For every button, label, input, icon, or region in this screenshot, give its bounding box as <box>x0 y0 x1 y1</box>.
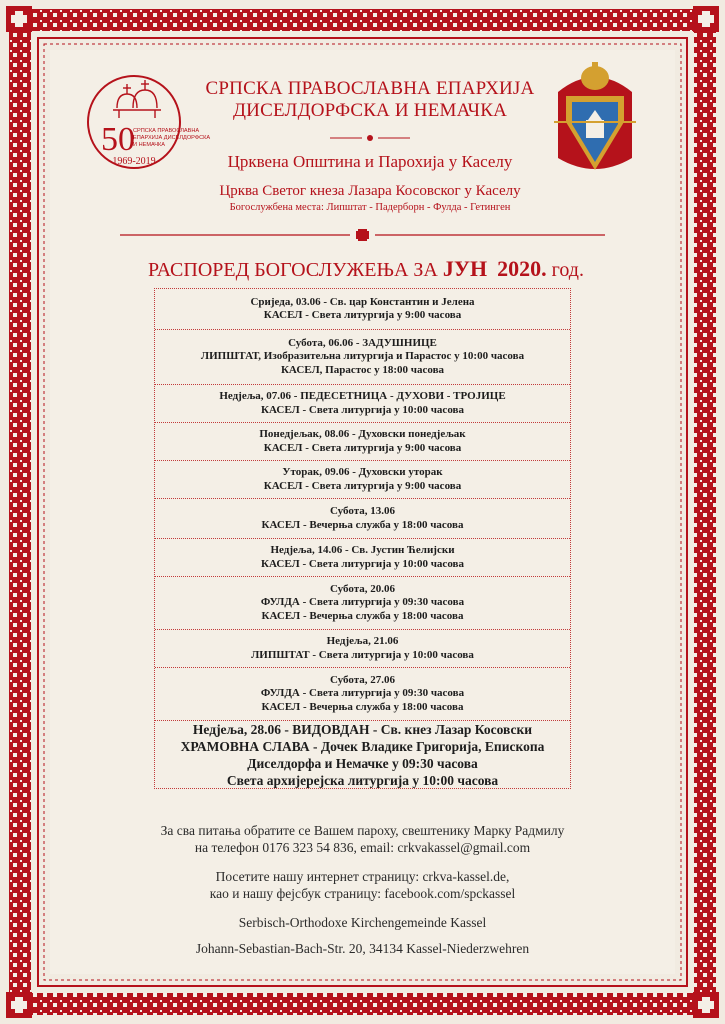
jubilee-logo <box>83 70 211 178</box>
schedule-line: Понедјељак, 08.06 - Духовски понедјељак <box>259 428 466 440</box>
schedule-row <box>155 499 570 539</box>
logo-number: 50 <box>101 121 135 158</box>
schedule-row <box>155 330 570 385</box>
title-suffix: год. <box>551 259 584 281</box>
web-line1: Посетите нашу интернет страницу: crkva-kassel.de, <box>215 869 510 884</box>
bishop-coat-of-arms <box>548 62 642 180</box>
web-line2: као и нашу фејсбук страницу: facebook.com/spckassel <box>209 886 516 901</box>
schedule-row <box>155 423 570 461</box>
schedule-line: КАСЕЛ - Света литургија у 9:00 часова <box>263 441 462 454</box>
title-month: ЈУН <box>442 256 488 281</box>
schedule-row <box>155 539 570 577</box>
schedule-line: Недјеља, 21.06 <box>326 635 399 647</box>
address: Johann-Sebastian-Bach-Str. 20, 34134 Kassel-Niederzwehren <box>195 941 530 956</box>
ornament-divider-top <box>330 132 410 144</box>
schedule-line: Недјеља, 07.06 - ПЕДЕСЕТНИЦА - ДУХОВИ - ТРОЈИЦЕ <box>219 390 506 402</box>
schedule-line: Субота, 13.06 <box>329 505 396 517</box>
schedule-line: Недјеља, 28.06 - ВИДОВДАН - Св. кнез Лазар Косовски <box>192 721 533 737</box>
page-title <box>96 256 636 283</box>
contact-line1: За сва питања обратите се Вашем пароху, свештенику Марку Радмилу <box>160 823 565 838</box>
schedule-line: Уторак, 09.06 - Духовски уторак <box>282 466 443 478</box>
schedule-line: ЛИПШТАТ, Изобразитељна литургија и Парастос у 10:00 часова <box>200 350 525 363</box>
schedule-line: КАСЕЛ, Парастос у 18:00 часова <box>280 363 445 376</box>
schedule-line: КАСЕЛ - Вечерња служба у 18:00 часова <box>261 609 464 622</box>
organization-name: Serbisch-Orthodoxe Kirchengemeinde Kassel <box>238 915 487 930</box>
web-info <box>100 868 625 902</box>
schedule-line: Субота, 06.06 - ЗАДУШНИЦЕ <box>288 336 437 349</box>
eparchy-line2: ДИСЕЛДОРФСКА И НЕМАЧКА <box>232 100 508 121</box>
contact-info <box>100 822 625 856</box>
schedule-line: Недјеља, 14.06 - Св. Јустин Ћелијски <box>270 544 455 556</box>
schedule-row <box>155 577 570 630</box>
ornament-divider-wide <box>120 228 605 242</box>
title-prefix: РАСПОРЕД БОГОСЛУЖЕЊА ЗА <box>148 259 438 281</box>
schedule-line: ХРАМОВНА СЛАВА - Дочек Владике Григорија, Епископа <box>180 738 545 754</box>
schedule-line: ФУЛДА - Света литургија у 09:30 часова <box>260 596 465 609</box>
schedule-line: КАСЕЛ - Света литургија у 9:00 часова <box>263 479 462 492</box>
title-year: 2020. <box>497 256 547 281</box>
schedule-line: Диселдорфа и Немачке у 09:30 часова <box>247 755 478 771</box>
eparchy-name <box>190 78 550 122</box>
parish-name: Црквена Општина и Парохија у Каселу <box>227 152 513 171</box>
schedule-line: Субота, 27.06 <box>329 673 396 686</box>
service-places: Богослужбена места: Липштат - Падерборн - Фулда - Гетинген <box>229 202 511 213</box>
schedule-line: Субота, 20.06 <box>329 582 396 595</box>
svg-text:И НЕМАЧКА: И НЕМАЧКА <box>133 142 166 148</box>
svg-text:СРПСКА ПРАВОСЛАВНА: СРПСКА ПРАВОСЛАВНА <box>133 128 200 134</box>
schedule-line: ЛИПШТАТ - Света литургија у 10:00 часова <box>251 648 474 661</box>
schedule-line: КАСЕЛ - Света литургија у 10:00 часова <box>261 557 464 570</box>
schedule-row <box>155 289 570 330</box>
contact-line2: на телефон 0176 323 54 836, email: crkvakassel@gmail.com <box>194 840 531 855</box>
schedule-line: КАСЕЛ - Света литургија у 9:00 часова <box>263 309 462 321</box>
schedule-row <box>155 461 570 499</box>
schedule-line: КАСЕЛ - Света литургија у 10:00 часова <box>261 403 464 416</box>
schedule-line: Света архијерејска литургија у 10:00 часова <box>226 772 499 788</box>
schedule-table <box>154 288 571 789</box>
svg-text:1969-2019: 1969-2019 <box>112 156 156 167</box>
eparchy-line1: СРПСКА ПРАВОСЛАВНА ЕПАРХИЈА <box>205 78 535 99</box>
schedule-row <box>155 668 570 721</box>
schedule-row <box>155 721 570 788</box>
schedule-row <box>155 385 570 423</box>
schedule-line: КАСЕЛ - Вечерња служба у 18:00 часова <box>261 518 464 531</box>
schedule-line: Сриједа, 03.06 - Св. цар Константин и Јелена <box>250 295 475 308</box>
schedule-row <box>155 630 570 668</box>
church-name: Црква Светог кнеза Лазара Косовског у Каселу <box>219 183 521 199</box>
schedule-line: КАСЕЛ - Вечерња служба у 18:00 часова <box>261 700 464 713</box>
svg-text:ЕПАРХИЈА ДИСЕЛДОРФСКА: ЕПАРХИЈА ДИСЕЛДОРФСКА <box>133 135 211 141</box>
schedule-line: ФУЛДА - Света литургија у 09:30 часова <box>260 687 465 700</box>
